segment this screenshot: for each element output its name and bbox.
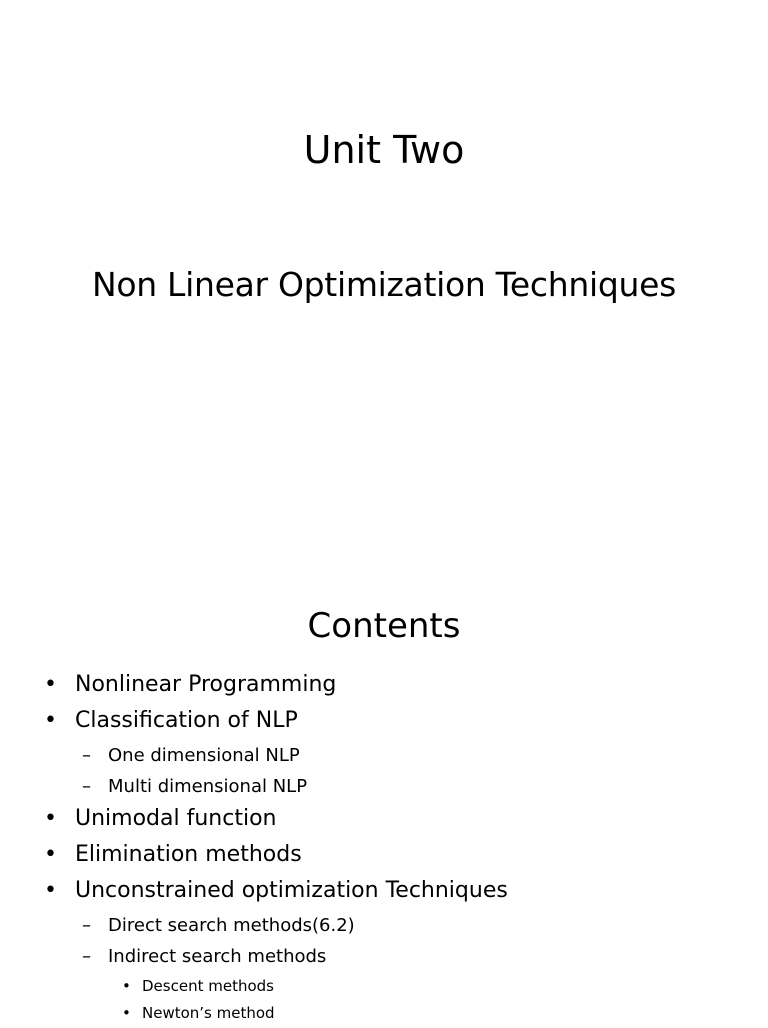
bullet-marker: • bbox=[44, 708, 57, 733]
list-item-text: Descent methods bbox=[142, 977, 274, 995]
list-item-text: Direct search methods(6.2) bbox=[108, 915, 355, 936]
list-item-text: Elimination methods bbox=[75, 842, 302, 867]
list-item bbox=[44, 706, 508, 742]
unit-subtitle: Non Linear Optimization Techniques bbox=[91, 265, 677, 304]
contents-list bbox=[44, 670, 508, 1028]
list-item bbox=[44, 840, 508, 876]
dash-marker: – bbox=[82, 915, 91, 936]
slide-contents bbox=[0, 590, 768, 1024]
list-item-text: Multi dimensional NLP bbox=[108, 776, 308, 797]
bullet-marker: • bbox=[44, 806, 57, 831]
list-item bbox=[44, 912, 508, 943]
list-item-text: One dimensional NLP bbox=[108, 745, 300, 766]
list-item bbox=[44, 742, 508, 773]
dash-marker: – bbox=[82, 946, 91, 967]
unit-title: Unit Two bbox=[303, 128, 465, 172]
dash-marker: – bbox=[82, 745, 91, 766]
list-item-text: Nonlinear Programming bbox=[75, 672, 337, 697]
list-item-text: Unconstrained optimization Techniques bbox=[75, 878, 508, 903]
list-item-text: Newton’s method bbox=[142, 1004, 275, 1022]
list-item-text: Unimodal function bbox=[75, 806, 277, 831]
bullet-marker: • bbox=[44, 878, 57, 903]
list-item-text: Classification of NLP bbox=[75, 708, 298, 733]
bullet-marker: • bbox=[122, 977, 131, 995]
dash-marker: – bbox=[82, 776, 91, 797]
list-item bbox=[44, 876, 508, 912]
list-item bbox=[44, 804, 508, 840]
list-item bbox=[44, 943, 508, 974]
list-item bbox=[44, 670, 508, 706]
contents-title: Contents bbox=[307, 606, 461, 646]
list-item bbox=[44, 773, 508, 804]
bullet-marker: • bbox=[122, 1004, 131, 1022]
list-item-text: Indirect search methods bbox=[108, 946, 327, 967]
bullet-marker: • bbox=[44, 672, 57, 697]
bullet-marker: • bbox=[44, 842, 57, 867]
list-item bbox=[44, 974, 508, 1001]
